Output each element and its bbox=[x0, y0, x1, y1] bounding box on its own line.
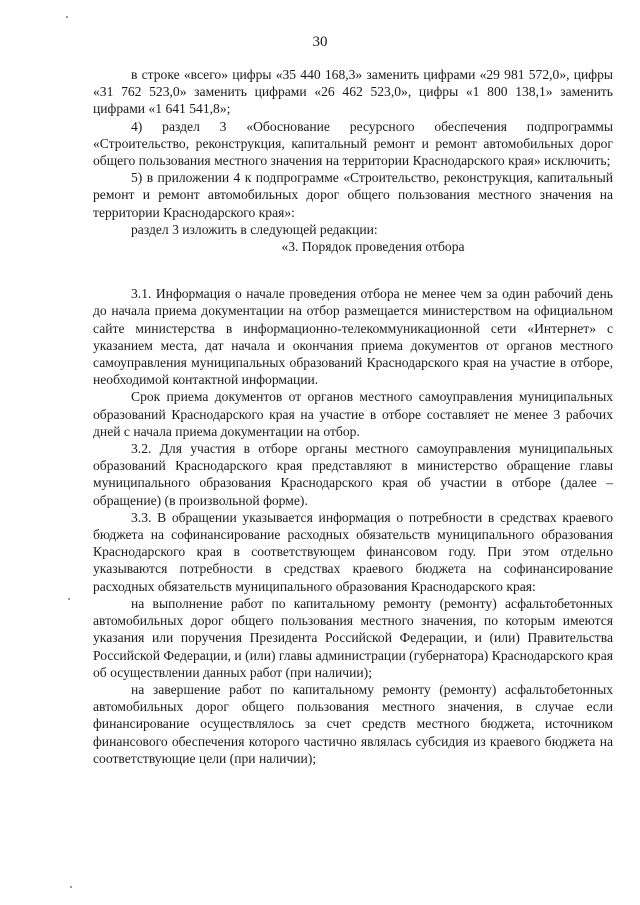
paragraph-3-3: 3.3. В обращении указывается информация о потребности в средствах краевого бюджета на софинансирование расходных обязательств муниципального образования Краснодарского края в соответствующем финансовом году. При этом отдельно указываются потребности в средствах краевого бюджета на софинансирование расходных обязательств муниципального образования Краснодарского края: bbox=[93, 509, 613, 594]
document-body bbox=[93, 66, 613, 767]
paragraph-3-2: 3.2. Для участия в отборе органы местного самоуправления муниципальных образований Краснодарского края представляют в министерство обращение главы муниципального образования Краснодарского края об участии в отборе (далее – обращение) (в произвольной форме). bbox=[93, 441, 613, 508]
paragraph-item-4: 4) раздел 3 «Обоснование ресурсного обеспечения подпрограммы «Строительство, реконструкция, капитальный ремонт и ремонт автомобильных дорог общего пользования местного значения на территории Краснодарского края» исключить; bbox=[93, 118, 613, 169]
paragraph-replace-figures: в строке «всего» цифры «35 440 168,3» заменить цифрами «29 981 572,0», цифры «31 762 523,0» заменить цифрами «26 462 523,0», цифры «1 800 138,1» заменить цифрами «1 641 541,8»; bbox=[93, 67, 613, 117]
scan-speck bbox=[68, 598, 70, 600]
scan-speck bbox=[70, 886, 72, 888]
page-number: 30 bbox=[312, 34, 328, 50]
paragraph-deadline: Срок приема документов от органов местного самоуправления муниципальных образований Краснодарского края на участие в отборе составляет не менее 3 рабочих дней с начала приема документации на отбор. bbox=[93, 389, 613, 439]
section-gap bbox=[93, 255, 613, 285]
section-title: «3. Порядок проведения отбора bbox=[281, 239, 465, 255]
paragraph-repair-execution: на выполнение работ по капитальному ремонту (ремонту) асфальтобетонных автомобильных дорог общего пользования местного значения, по которым имеются указания или поручения Президента Российской Федерации, и (или) Правительства Российской Федерации, и (или) главы администрации (губернатора) Краснодарского края об осуществлении данных работ (при наличии); bbox=[93, 595, 613, 680]
paragraph-3-1: 3.1. Информация о начале проведения отбора не менее чем за один рабочий день до начала приема документации на отбор размещается министерством на официальном сайте министерства в информационно-телекоммуникационной сети «Интернет» с указанием места, дат начала и окончания приема документов от органов местного самоуправления муниципальных образований Краснодарского края на участие в отборе, необходимой контактной информации. bbox=[93, 286, 613, 388]
paragraph-repair-completion: на завершение работ по капитальному ремонту (ремонту) асфальтобетонных автомобильных дорог общего пользования местного значения, в случае если финансирование осуществлялось за счет средств местного бюджета, источником финансового обеспечения которого частично являлась субсидия из краевого бюджета на соответствующие цели (при наличии); bbox=[93, 681, 613, 766]
scan-speck bbox=[66, 16, 68, 18]
paragraph-item-5: 5) в приложении 4 к подпрограмме «Строительство, реконструкция, капитальный ремонт и ремонт автомобильных дорог общего пользования местного значения на территории Краснодарского края»: bbox=[93, 170, 613, 220]
paragraph-section-intro: раздел 3 изложить в следующей редакции: bbox=[131, 221, 378, 237]
